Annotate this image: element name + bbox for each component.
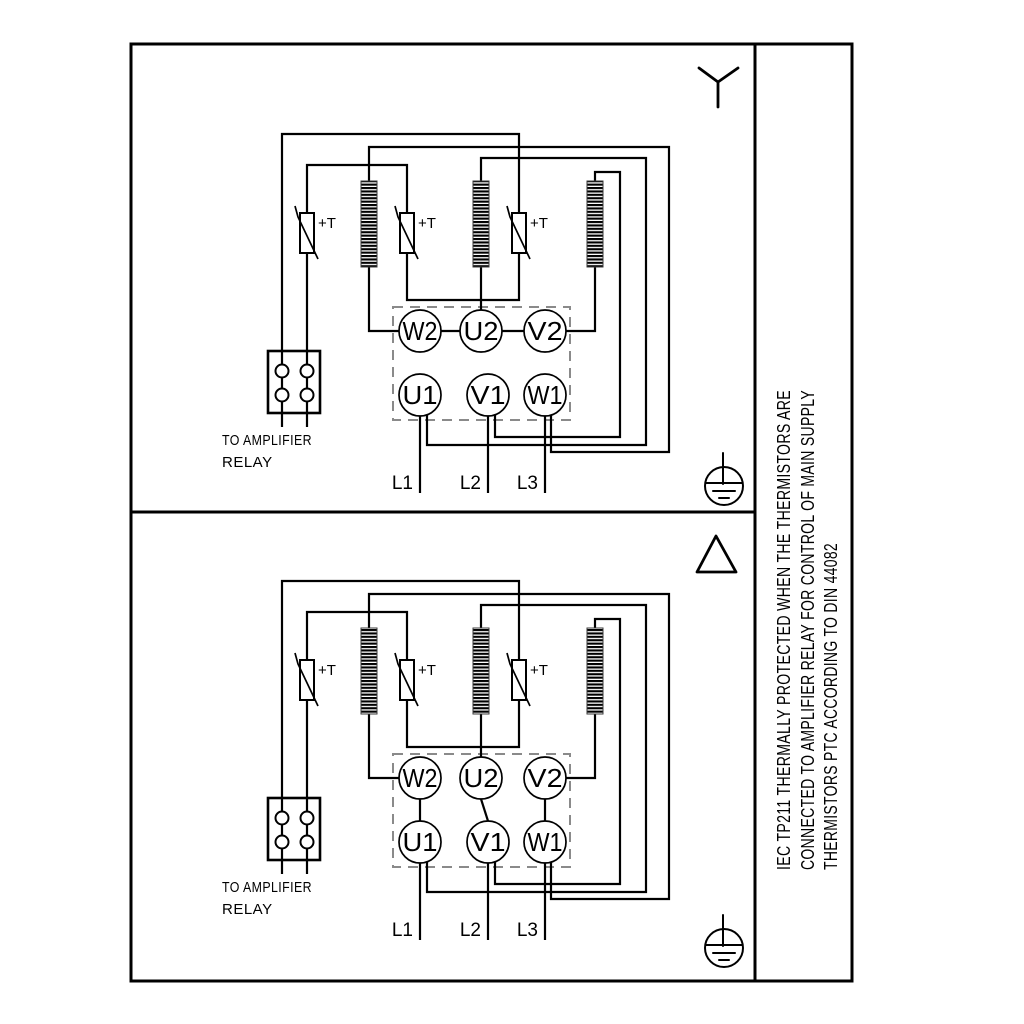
terminal-label: U1 [402,827,438,857]
supply-line-label: L1 [391,473,413,494]
relay-contact [301,836,314,849]
thermistor-label: +T [530,215,548,232]
star-symbol-icon [699,68,738,107]
thermistor-label: +T [318,215,336,232]
relay-contact [276,365,289,378]
thermistor-symbol [295,653,336,706]
relay-contact [301,389,314,402]
side-note-line-2: CONNECTED TO AMPLIFIER RELAY FOR CONTROL OF MAIN SUPPLY [798,253,818,870]
thermistor-symbol [295,206,336,259]
relay-box [268,798,320,860]
delta-symbol-icon [697,536,736,572]
terminal-u2 [460,310,502,352]
relay-contact [301,812,314,825]
thermistor-label: +T [318,662,336,679]
motor-winding-symbol [587,181,603,267]
terminal-label: U2 [463,763,499,793]
terminal-label: W1 [527,827,563,857]
wire [369,714,400,778]
ground-icon [705,453,743,505]
relay-caption-line-1: TO AMPLIFIER [222,432,312,449]
terminal-w2 [399,757,441,799]
thermistor-label: +T [530,662,548,679]
motor-winding-symbol [361,181,377,267]
terminal-w2 [399,310,441,352]
supply-line-label: L2 [459,473,481,494]
side-note-line-1: IEC TP211 THERMALLY PROTECTED WHEN THE THERMISTORS ARE [774,257,794,870]
terminal-label: V1 [470,380,506,410]
motor-winding-symbol [587,628,603,714]
wire [407,700,519,747]
motor-winding-symbol [473,181,489,267]
relay-contact [276,812,289,825]
motor-winding-symbol [473,628,489,714]
ground-icon [705,915,743,967]
thermistor-label: +T [418,662,436,679]
terminal-label: W2 [402,316,438,346]
terminal-v2 [524,757,566,799]
delta-connection-diagram [222,536,743,967]
relay-caption-line-1: TO AMPLIFIER [222,879,312,896]
thermistor-symbol [507,653,548,706]
thermistor-symbol [507,206,548,259]
relay-contact [276,836,289,849]
thermistor-label: +T [418,215,436,232]
terminal-label: U2 [463,316,499,346]
relay-contact [276,389,289,402]
supply-line-label: L3 [516,473,538,494]
supply-line-label: L3 [516,920,538,941]
wire [369,267,400,331]
terminal-w1 [524,821,566,863]
terminal-w1 [524,374,566,416]
side-note-line-3: THERMISTORS PTC ACCORDING TO DIN 44082 [821,448,841,870]
terminal-label: V1 [470,827,506,857]
relay-caption-line-2: RELAY [222,454,273,471]
terminal-label: W2 [402,763,438,793]
terminal-u1 [399,374,441,416]
terminal-label: W1 [527,380,563,410]
schematics [222,68,743,967]
relay-caption-line-2: RELAY [222,901,273,918]
terminal-u1 [399,821,441,863]
wire [307,165,407,213]
relay-contact [301,365,314,378]
terminal-v1 [467,374,509,416]
terminal-label: V2 [527,316,563,346]
thermistor-symbol [395,206,436,259]
wire [481,799,488,821]
wire [307,612,407,660]
wire [407,253,519,300]
side-note [774,253,841,870]
supply-line-label: L2 [459,920,481,941]
terminal-label: U1 [402,380,438,410]
motor-winding-symbol [361,628,377,714]
supply-line-label: L1 [391,920,413,941]
terminal-u2 [460,757,502,799]
terminal-v2 [524,310,566,352]
terminal-label: V2 [527,763,563,793]
star-connection-diagram [222,68,743,505]
thermistor-symbol [395,653,436,706]
relay-box [268,351,320,413]
terminal-v1 [467,821,509,863]
